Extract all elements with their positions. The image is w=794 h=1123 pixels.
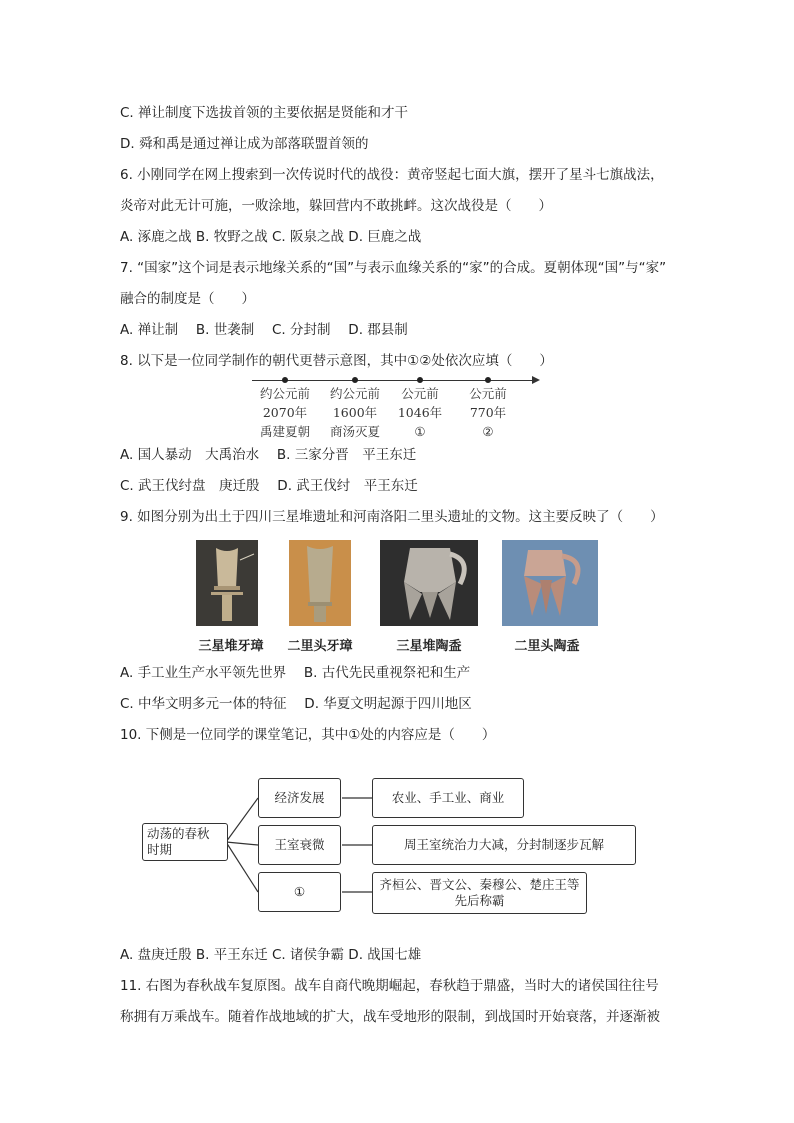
timeline-entry: 公元前 770年 ② bbox=[469, 386, 507, 439]
timeline-entry: 约公元前 2070年 禹建夏朝 bbox=[259, 386, 310, 439]
timeline-axis bbox=[252, 380, 534, 381]
notes-detail-box: 齐桓公、晋文公、秦穆公、楚庄王等先后称霸 bbox=[372, 872, 587, 914]
timeline-dot bbox=[417, 377, 423, 383]
question-8: 8. 以下是一位同学制作的朝代更替示意图，其中①②处依次应填（ ） bbox=[120, 353, 553, 369]
erlitou-yazhang-image bbox=[289, 540, 351, 626]
timeline-entry: 公元前 1046年 ① bbox=[397, 386, 443, 439]
sanxingdui-yazhang-image bbox=[196, 540, 258, 626]
option-d-prev: D. 舜和禹是通过禅让成为部落联盟首领的 bbox=[120, 136, 369, 152]
notes-detail-box: 周王室统治力大减，分封制逐步瓦解 bbox=[372, 825, 636, 865]
question-7-line1: 7. “国家”这个词是表示地缘关系的“国”与表示血缘关系的“家”的合成。夏朝体现“国”与“家” bbox=[120, 260, 667, 276]
relic-caption: 二里头牙璋 bbox=[287, 639, 353, 654]
notes-branch-box: ① bbox=[258, 872, 341, 912]
timeline-dot bbox=[485, 377, 491, 383]
question-6-line1: 6. 小刚同学在网上搜索到一次传说时代的战役：黄帝竖起七面大旗，摆开了星斗七旗战法， bbox=[120, 167, 664, 183]
question-9-options-ab: A. 手工业生产水平领先世界 B. 古代先民重视祭祀和生产 bbox=[120, 665, 471, 681]
relic-caption: 三星堆陶盉 bbox=[396, 639, 462, 654]
timeline-arrow-icon bbox=[532, 376, 540, 384]
question-8-options-ab: A. 国人暴动 大禹治水 B. 三家分晋 平王东迁 bbox=[120, 447, 417, 463]
question-11-line1: 11. 右图为春秋战车复原图。战车自商代晚期崛起，春秋趋于鼎盛，当时大的诸侯国往往号 bbox=[120, 978, 659, 994]
dynasty-timeline bbox=[252, 372, 552, 442]
question-9-options-cd: C. 中华文明多元一体的特征 D. 华夏文明起源于四川地区 bbox=[120, 696, 472, 712]
option-c-prev: C. 禅让制度下选拔首领的主要依据是贤能和才干 bbox=[120, 105, 409, 121]
question-7-line2: 融合的制度是（ ） bbox=[120, 291, 255, 307]
question-10: 10. 下侧是一位同学的课堂笔记，其中①处的内容应是（ ） bbox=[120, 727, 496, 743]
relic-caption: 三星堆牙璋 bbox=[198, 639, 264, 654]
notes-branch-box: 王室衰微 bbox=[258, 825, 341, 865]
sanxingdui-taohe-image bbox=[380, 540, 478, 626]
relic-caption: 二里头陶盉 bbox=[514, 639, 580, 654]
question-10-options: A. 盘庚迁殷 B. 平王东迁 C. 诸侯争霸 D. 战国七雄 bbox=[120, 947, 422, 963]
timeline-entry: 约公元前 1600年 商汤灭夏 bbox=[329, 386, 380, 439]
erlitou-taohe-image bbox=[502, 540, 598, 626]
notes-root-box bbox=[142, 823, 228, 861]
notes-branch-box: 经济发展 bbox=[258, 778, 341, 818]
question-6-options: A. 涿鹿之战 B. 牧野之战 C. 阪泉之战 D. 巨鹿之战 bbox=[120, 229, 422, 245]
question-7-options: A. 禅让制 B. 世袭制 C. 分封制 D. 郡县制 bbox=[120, 322, 408, 338]
question-11-line2: 称拥有万乘战车。随着作战地域的扩大，战车受地形的限制，到战国时开始衰落，并逐渐被 bbox=[120, 1009, 660, 1025]
question-6-line2: 炎帝对此无计可施，一败涂地，躲回营内不敢挑衅。这次战役是（ ） bbox=[120, 198, 552, 214]
notes-root-label: 动荡的春秋时期 bbox=[147, 826, 210, 857]
notes-detail-box: 农业、手工业、商业 bbox=[372, 778, 524, 818]
timeline-dot bbox=[352, 377, 358, 383]
question-9: 9. 如图分别为出土于四川三星堆遗址和河南洛阳二里头遗址的文物。这主要反映了（ ） bbox=[120, 509, 664, 525]
timeline-dot bbox=[282, 377, 288, 383]
question-8-options-cd: C. 武王伐纣盘 庚迁殷 D. 武王伐纣 平王东迁 bbox=[120, 478, 418, 494]
